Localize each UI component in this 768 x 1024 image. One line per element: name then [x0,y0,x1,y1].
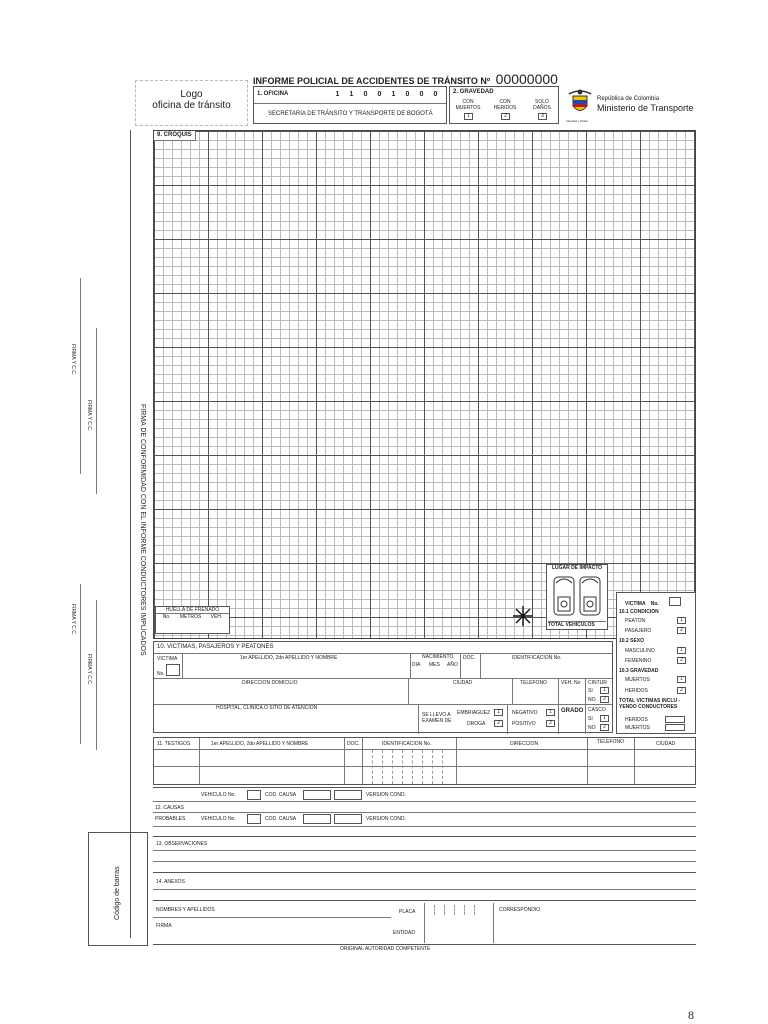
sexo-femenino: FEMENINO [625,658,652,664]
entidad-label: ENTIDAD [393,930,415,936]
logo-text-2: oficina de tránsito [152,100,231,111]
firma-cc-2: FIRMA Y C.C. [86,400,92,432]
placa-label: PLACA [399,909,416,915]
logo-text-1: Logo [180,89,203,100]
doc-col: DOC. [463,655,476,661]
total-heridos-input[interactable] [665,716,685,723]
causas-cod-2b-input[interactable] [334,814,362,824]
casco-no: NO [588,725,596,731]
dia-col: DIA [412,662,421,668]
embriaguez-label: EMBRIAGUEZ [457,710,491,716]
firma-cc-3: FIRMA Y C.C. [70,604,76,636]
huella-col: VEH. [210,614,223,620]
causas-vehiculo-1: VEHICULO No. [201,792,236,798]
victimas-title: 10. VICTIMAS, PASAJEROS Y PEATONES [157,644,274,650]
gravedad-checkbox[interactable]: 1 [464,113,473,120]
cintur-no-checkbox[interactable]: 2 [600,696,609,703]
gravedad-victima-title: 10.3 GRAVEDAD [619,668,659,674]
cintur-col: CINTUR [588,680,607,686]
testigos-id-col: IDENTIFICACION No. [382,741,432,747]
huella-frenado-label: HUELLA DE FRENADO [156,607,229,614]
positivo-label: POSITIVO [512,721,536,727]
huella-col: No. [162,614,171,620]
mes-col: MES [429,662,440,668]
victima-no-field[interactable] [166,664,180,676]
huella-frenado-box [155,606,230,634]
causas-vehiculo-1-input[interactable] [247,790,261,800]
gravedad-heridos-checkbox[interactable]: 2 [677,687,686,694]
observaciones-section [153,839,696,873]
gravedad-heridos: HERIDOS [625,688,648,694]
form-title: INFORME POLICIAL DE ACCIDENTES DE TRÁNSITO Nº 00000000 [253,71,558,87]
identificacion-col: IDENTIFICACION No. [512,655,562,661]
form-number: 00000000 [495,71,558,87]
croquis-grid[interactable] [153,130,696,639]
casco-label: CASCO [588,707,606,713]
oficina-digit: 1 [349,91,354,98]
condicion-peaton-checkbox[interactable]: 1 [677,617,686,624]
gravedad-option: SOLO DAÑOS [533,99,551,111]
oficina-digit: 1 [391,91,396,98]
logo-placeholder [135,80,248,126]
correspondio-label: CORRESPONDIO [499,907,541,913]
oficina-box [253,86,447,124]
oficina-digits [332,88,447,102]
condicion-peaton: PEATON [625,618,646,624]
gravedad-option: CON HERIDOS [493,99,517,111]
sexo-masculino-checkbox[interactable]: 1 [677,647,686,654]
causas-cod-1b-input[interactable] [334,790,362,800]
condicion-pasajero-checkbox[interactable]: 2 [677,627,686,634]
grado-label: GRADO [561,708,584,714]
direccion-col: DIRECCION DOMICILIO [242,680,298,686]
oficina-digit: 0 [433,91,438,98]
positivo-checkbox[interactable]: 2 [546,720,555,727]
causas-cod-1a-input[interactable] [303,790,331,800]
firma-label: FIRMA [156,923,172,929]
testigos-section [153,737,696,785]
causas-cod-2a-input[interactable] [303,814,331,824]
se-llevo: SE LLEVO A EXAMEN DE [422,712,452,724]
testigos-doc-col: DOC. [347,741,360,747]
gravedad-muertos: MUERTOS [625,677,650,683]
ministry-name: República de Colombia Ministerio de Transporte [597,96,694,113]
ministry-motto: Libertad y Orden [566,119,589,123]
condicion-pasajero: PASAJERO [625,628,652,634]
causas-cod-2: COD. CAUSA [265,816,297,822]
firma-block [153,903,696,945]
gravedad-checkbox[interactable]: 2 [501,113,510,120]
veh-col: VEH. No [561,680,581,686]
total-muertos-input[interactable] [665,724,685,731]
testigos-nombre-col: 1er APELLIDO, 2do APELLIDO Y NOMBRE [211,741,309,747]
firma-cc-1: FIRMA Y C.C. [70,344,76,376]
victima-no: No. [157,671,165,677]
ano-col: AÑO [447,662,458,668]
sexo-femenino-checkbox[interactable]: 2 [677,657,686,664]
cintur-no: NO [588,697,596,703]
gravedad-muertos-checkbox[interactable]: 1 [677,676,686,683]
anexos-title: 14. ANEXOS [156,879,185,885]
embriaguez-checkbox[interactable]: 1 [494,709,503,716]
anexos-section [153,875,696,901]
droga-checkbox[interactable]: 2 [494,720,503,727]
total-victimas-title: TOTAL VICTIMAS INCLU - YENDO CONDUCTORES [619,698,681,710]
gravedad-option: CON MUERTOS [455,99,481,111]
total-heridos: HERIDOS [625,717,648,723]
lugar-impacto-box [546,564,608,630]
causas-section [153,787,696,837]
victima-no-input[interactable] [669,597,681,606]
secretaria-label: SECRETARIA DE TRÁNSITO Y TRANSPORTE DE BOGOTÁ [268,111,433,117]
north-asterisk-icon [512,605,534,627]
total-vehiculos-label: TOTAL VEHÍCULOS [548,621,606,628]
page-number: 8 [688,1008,694,1022]
sexo-title: 10.2 SEXO [619,638,645,644]
sexo-masculino: MASCULINO [625,648,655,654]
gravedad-checkbox[interactable]: 3 [538,113,547,120]
lugar-impacto-label: LUGAR DE IMPACTO [551,565,603,571]
nacimiento-col: NACIMIENTO [422,654,454,660]
casco-no-checkbox[interactable]: 2 [600,724,609,731]
oficina-digit: 0 [419,91,424,98]
condicion-title: 10.1 CONDICION [619,609,659,615]
gravedad-box [449,86,559,124]
testigos-title: 11. TESTIGOS [157,741,191,747]
oficina-digit: 0 [377,91,382,98]
causas-cod-1: COD. CAUSA [265,792,297,798]
firma-cc-4: FIRMA Y C.C. [86,654,92,686]
causas-version-1: VERSION COND. [366,792,407,798]
telefono-col: TELEFONO [520,680,547,686]
cintur-si: SI [588,688,593,694]
colombia-coat-of-arms-icon [566,88,594,118]
barcode-label: Código de barras [114,866,121,920]
vehicle-diagram-icon [552,573,604,624]
oficina-label: 1. OFICINA [257,91,289,97]
nombres-label: NOMBRES Y APELLIDOS [156,907,215,913]
cintur-si-checkbox[interactable]: 1 [600,687,609,694]
total-muertos: MUERTOS [625,725,650,731]
conformidad-text: FIRMA DE CONFORMIDAD CON EL INFORME CONDUCTORES IMPLICADOS [139,404,146,656]
huella-col: METROS [179,614,202,620]
oficina-digit: 0 [363,91,368,98]
victimas-section [153,641,613,733]
ciudad-col: CIUDAD [453,680,473,686]
hospital-col: HOSPITAL, CLINICA O SITIO DE ATENCION [216,705,318,711]
causas-vehiculo-2-input[interactable] [247,814,261,824]
nombre-col: 1er APELLIDO, 2do APELLIDO Y NOMBRE [240,655,338,661]
negativo-label: NEGATIVO [512,710,538,716]
testigos-ciudad-col: CIUDAD [656,741,676,747]
victima-col: VICTIMA [157,656,178,662]
causas-version-2: VERSION COND. [366,816,407,822]
gravedad-label: 2. GRAVEDAD [453,89,494,95]
croquis-label: 9. CROQUIS [154,131,196,141]
oficina-digit: 1 [335,91,340,98]
testigos-direccion-col: DIRECCION [510,741,539,747]
oficina-digit: 0 [405,91,410,98]
casco-si: SI [588,716,593,722]
observaciones-title: 13. OBSERVACIONES [156,841,208,847]
testigos-telefono-col: TELEFONO [597,739,624,745]
droga-label: DROGA [467,721,486,727]
negativo-checkbox[interactable]: 1 [546,709,555,716]
causas-vehiculo-2: VEHICULO No. [201,816,236,822]
causas-title: 12. CAUSAS PROBABLES [155,805,186,822]
victim-panel [616,592,696,734]
victima-label: VICTIMA No. [625,601,659,607]
footer-text: ORIGINAL AUTORIDAD COMPETENTE [340,946,431,952]
casco-si-checkbox[interactable]: 1 [600,715,609,722]
